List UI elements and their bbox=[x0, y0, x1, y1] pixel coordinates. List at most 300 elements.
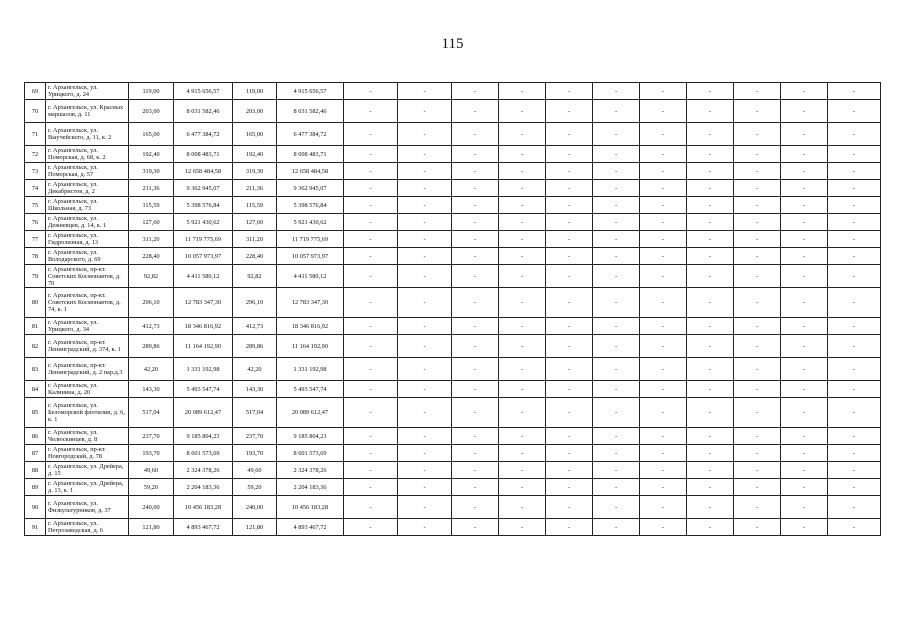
cost-cell: 11 164 192,90 bbox=[277, 335, 344, 358]
empty-value-cell: - bbox=[593, 265, 640, 288]
empty-value-cell: - bbox=[499, 83, 546, 100]
empty-value-cell: - bbox=[734, 318, 781, 335]
empty-value-cell: - bbox=[398, 180, 452, 197]
empty-value-cell: - bbox=[452, 428, 499, 445]
empty-value-cell: - bbox=[781, 288, 828, 318]
cost-cell: 5 493 547,74 bbox=[174, 381, 233, 398]
empty-value-cell: - bbox=[398, 519, 452, 536]
empty-value-cell: - bbox=[734, 428, 781, 445]
cost-cell: 5 921 430,62 bbox=[277, 214, 344, 231]
empty-value-cell: - bbox=[781, 398, 828, 428]
empty-value-cell: - bbox=[593, 288, 640, 318]
empty-value-cell: - bbox=[593, 123, 640, 146]
empty-value-cell: - bbox=[734, 462, 781, 479]
row-number-cell: 84 bbox=[25, 381, 46, 398]
empty-value-cell: - bbox=[499, 335, 546, 358]
area-cell: 192,40 bbox=[129, 146, 174, 163]
empty-value-cell: - bbox=[640, 462, 687, 479]
empty-value-cell: - bbox=[687, 83, 734, 100]
empty-value-cell: - bbox=[734, 265, 781, 288]
address-cell: г. Архангельск, пр-кт. Советских Космонавтов, д. 70 bbox=[46, 265, 129, 288]
empty-value-cell: - bbox=[640, 519, 687, 536]
address-cell: г. Архангельск, ул. Декабристов, д. 2 bbox=[46, 180, 129, 197]
table-row bbox=[25, 381, 881, 398]
row-number-cell: 86 bbox=[25, 428, 46, 445]
empty-value-cell: - bbox=[781, 231, 828, 248]
empty-value-cell: - bbox=[546, 381, 593, 398]
address-cell: г. Архангельск, ул. Урицкого, д. 34 bbox=[46, 318, 129, 335]
address-cell: г. Архангельск, ул. Дрейера, д. 15 bbox=[46, 462, 129, 479]
cost-cell: 4 893 467,72 bbox=[174, 519, 233, 536]
empty-value-cell: - bbox=[452, 358, 499, 381]
empty-value-cell: - bbox=[734, 358, 781, 381]
empty-value-cell: - bbox=[344, 231, 398, 248]
empty-value-cell: - bbox=[499, 496, 546, 519]
empty-value-cell: - bbox=[687, 318, 734, 335]
row-number-cell: 87 bbox=[25, 445, 46, 462]
empty-value-cell: - bbox=[640, 231, 687, 248]
area-cell: 311,20 bbox=[233, 231, 277, 248]
empty-value-cell: - bbox=[344, 265, 398, 288]
area-cell: 121,80 bbox=[129, 519, 174, 536]
empty-value-cell: - bbox=[499, 100, 546, 123]
empty-value-cell: - bbox=[781, 318, 828, 335]
address-cell: г. Архангельск, ул. Поморская, д. 57 bbox=[46, 163, 129, 180]
area-cell: 59,20 bbox=[233, 479, 277, 496]
empty-value-cell: - bbox=[546, 180, 593, 197]
empty-value-cell: - bbox=[828, 358, 881, 381]
cost-cell: 10 057 973,97 bbox=[277, 248, 344, 265]
cost-cell: 2 204 183,36 bbox=[277, 479, 344, 496]
empty-value-cell: - bbox=[344, 462, 398, 479]
empty-value-cell: - bbox=[499, 146, 546, 163]
empty-value-cell: - bbox=[398, 83, 452, 100]
table-row bbox=[25, 163, 881, 180]
cost-cell: 6 477 384,72 bbox=[174, 123, 233, 146]
empty-value-cell: - bbox=[640, 479, 687, 496]
empty-value-cell: - bbox=[452, 100, 499, 123]
empty-value-cell: - bbox=[781, 496, 828, 519]
area-cell: 237,70 bbox=[129, 428, 174, 445]
empty-value-cell: - bbox=[398, 214, 452, 231]
empty-value-cell: - bbox=[499, 462, 546, 479]
area-cell: 115,59 bbox=[129, 197, 174, 214]
empty-value-cell: - bbox=[687, 231, 734, 248]
empty-value-cell: - bbox=[593, 381, 640, 398]
empty-value-cell: - bbox=[828, 83, 881, 100]
empty-value-cell: - bbox=[344, 288, 398, 318]
area-cell: 311,20 bbox=[129, 231, 174, 248]
cost-cell: 9 185 804,23 bbox=[174, 428, 233, 445]
address-cell: г. Архангельск, ул. Петрозаводская, д. 6 bbox=[46, 519, 129, 536]
empty-value-cell: - bbox=[734, 83, 781, 100]
empty-value-cell: - bbox=[640, 123, 687, 146]
empty-value-cell: - bbox=[344, 496, 398, 519]
cost-cell: 12 658 484,58 bbox=[277, 163, 344, 180]
empty-value-cell: - bbox=[344, 83, 398, 100]
area-cell: 165,00 bbox=[233, 123, 277, 146]
table-row bbox=[25, 231, 881, 248]
empty-value-cell: - bbox=[398, 231, 452, 248]
area-cell: 228,40 bbox=[129, 248, 174, 265]
empty-value-cell: - bbox=[398, 358, 452, 381]
cost-cell: 12 658 484,58 bbox=[174, 163, 233, 180]
empty-value-cell: - bbox=[781, 123, 828, 146]
empty-value-cell: - bbox=[781, 519, 828, 536]
row-number-cell: 71 bbox=[25, 123, 46, 146]
empty-value-cell: - bbox=[828, 248, 881, 265]
row-number-cell: 69 bbox=[25, 83, 46, 100]
empty-value-cell: - bbox=[344, 445, 398, 462]
empty-value-cell: - bbox=[640, 445, 687, 462]
row-number-cell: 83 bbox=[25, 358, 46, 381]
cost-cell: 5 398 576,84 bbox=[277, 197, 344, 214]
empty-value-cell: - bbox=[546, 428, 593, 445]
area-cell: 211,36 bbox=[233, 180, 277, 197]
address-cell: г. Архангельск, ул. Школьная, д. 73 bbox=[46, 197, 129, 214]
cost-cell: 8 601 573,69 bbox=[277, 445, 344, 462]
empty-value-cell: - bbox=[499, 123, 546, 146]
empty-value-cell: - bbox=[734, 231, 781, 248]
table-row bbox=[25, 462, 881, 479]
empty-value-cell: - bbox=[452, 288, 499, 318]
empty-value-cell: - bbox=[687, 496, 734, 519]
empty-value-cell: - bbox=[344, 197, 398, 214]
empty-value-cell: - bbox=[828, 100, 881, 123]
empty-value-cell: - bbox=[452, 265, 499, 288]
empty-value-cell: - bbox=[546, 231, 593, 248]
empty-value-cell: - bbox=[499, 231, 546, 248]
empty-value-cell: - bbox=[546, 398, 593, 428]
empty-value-cell: - bbox=[640, 214, 687, 231]
cost-cell: 8 031 582,46 bbox=[174, 100, 233, 123]
empty-value-cell: - bbox=[781, 335, 828, 358]
empty-value-cell: - bbox=[687, 163, 734, 180]
address-cell: г. Архангельск, пр-кт. Ленинградский, д. 374, к. 1 bbox=[46, 335, 129, 358]
row-number-cell: 90 bbox=[25, 496, 46, 519]
address-cell: г. Архангельск, пр-кт. Новгородский, д. 78 bbox=[46, 445, 129, 462]
empty-value-cell: - bbox=[640, 496, 687, 519]
empty-value-cell: - bbox=[593, 445, 640, 462]
empty-value-cell: - bbox=[781, 100, 828, 123]
cost-cell: 4 411 580,12 bbox=[277, 265, 344, 288]
cost-cell: 8 031 582,46 bbox=[277, 100, 344, 123]
cost-cell: 11 164 192,90 bbox=[174, 335, 233, 358]
empty-value-cell: - bbox=[828, 479, 881, 496]
area-cell: 165,00 bbox=[129, 123, 174, 146]
area-cell: 42,20 bbox=[129, 358, 174, 381]
empty-value-cell: - bbox=[734, 146, 781, 163]
table-row bbox=[25, 318, 881, 335]
empty-value-cell: - bbox=[452, 381, 499, 398]
area-cell: 49,60 bbox=[233, 462, 277, 479]
cost-cell: 9 362 945,07 bbox=[277, 180, 344, 197]
area-cell: 237,70 bbox=[233, 428, 277, 445]
area-cell: 296,10 bbox=[233, 288, 277, 318]
address-cell: г. Архангельск, ул. Урицкого, д. 24 bbox=[46, 83, 129, 100]
empty-value-cell: - bbox=[640, 358, 687, 381]
empty-value-cell: - bbox=[828, 318, 881, 335]
area-cell: 143,30 bbox=[233, 381, 277, 398]
empty-value-cell: - bbox=[398, 398, 452, 428]
empty-value-cell: - bbox=[398, 318, 452, 335]
address-cell: г. Архангельск, ул. Беломорской флотилии, д. 6, к. 1 bbox=[46, 398, 129, 428]
empty-value-cell: - bbox=[734, 288, 781, 318]
empty-value-cell: - bbox=[687, 479, 734, 496]
housing-registry-table bbox=[24, 82, 881, 536]
empty-value-cell: - bbox=[734, 479, 781, 496]
table-row bbox=[25, 123, 881, 146]
address-cell: г. Архангельск, ул. Калинина, д. 20 bbox=[46, 381, 129, 398]
empty-value-cell: - bbox=[734, 519, 781, 536]
cost-cell: 5 398 576,84 bbox=[174, 197, 233, 214]
empty-value-cell: - bbox=[546, 335, 593, 358]
empty-value-cell: - bbox=[499, 265, 546, 288]
address-cell: г. Архангельск, ул. Дежневцев, д. 14, к. 1 bbox=[46, 214, 129, 231]
area-cell: 296,10 bbox=[129, 288, 174, 318]
empty-value-cell: - bbox=[687, 335, 734, 358]
empty-value-cell: - bbox=[344, 248, 398, 265]
empty-value-cell: - bbox=[593, 100, 640, 123]
empty-value-cell: - bbox=[344, 180, 398, 197]
empty-value-cell: - bbox=[687, 123, 734, 146]
empty-value-cell: - bbox=[452, 479, 499, 496]
empty-value-cell: - bbox=[687, 428, 734, 445]
row-number-cell: 91 bbox=[25, 519, 46, 536]
empty-value-cell: - bbox=[640, 248, 687, 265]
row-number-cell: 76 bbox=[25, 214, 46, 231]
empty-value-cell: - bbox=[546, 318, 593, 335]
empty-value-cell: - bbox=[687, 358, 734, 381]
empty-value-cell: - bbox=[828, 381, 881, 398]
cost-cell: 1 331 192,98 bbox=[277, 358, 344, 381]
empty-value-cell: - bbox=[398, 248, 452, 265]
empty-value-cell: - bbox=[344, 163, 398, 180]
empty-value-cell: - bbox=[344, 381, 398, 398]
empty-value-cell: - bbox=[452, 248, 499, 265]
empty-value-cell: - bbox=[499, 479, 546, 496]
area-cell: 319,30 bbox=[233, 163, 277, 180]
cost-cell: 18 346 816,92 bbox=[277, 318, 344, 335]
empty-value-cell: - bbox=[344, 318, 398, 335]
area-cell: 193,70 bbox=[129, 445, 174, 462]
cost-cell: 20 089 612,47 bbox=[174, 398, 233, 428]
empty-value-cell: - bbox=[546, 214, 593, 231]
empty-value-cell: - bbox=[398, 197, 452, 214]
empty-value-cell: - bbox=[734, 163, 781, 180]
address-cell: г. Архангельск, ул. Дрейера, д. 13, к. 1 bbox=[46, 479, 129, 496]
empty-value-cell: - bbox=[734, 214, 781, 231]
empty-value-cell: - bbox=[398, 428, 452, 445]
area-cell: 143,30 bbox=[129, 381, 174, 398]
area-cell: 42,20 bbox=[233, 358, 277, 381]
empty-value-cell: - bbox=[828, 214, 881, 231]
address-cell: г. Архангельск, ул. Поморская, д. 68, к. 2 bbox=[46, 146, 129, 163]
empty-value-cell: - bbox=[734, 100, 781, 123]
empty-value-cell: - bbox=[781, 163, 828, 180]
row-number-cell: 80 bbox=[25, 288, 46, 318]
empty-value-cell: - bbox=[640, 428, 687, 445]
empty-value-cell: - bbox=[734, 248, 781, 265]
empty-value-cell: - bbox=[546, 445, 593, 462]
address-cell: г. Архангельск, пр-кт. Ленинградский, д. 2 пар.д.3 bbox=[46, 358, 129, 381]
empty-value-cell: - bbox=[687, 462, 734, 479]
area-cell: 203,00 bbox=[233, 100, 277, 123]
empty-value-cell: - bbox=[499, 197, 546, 214]
empty-value-cell: - bbox=[546, 462, 593, 479]
empty-value-cell: - bbox=[828, 123, 881, 146]
table-row bbox=[25, 248, 881, 265]
empty-value-cell: - bbox=[640, 146, 687, 163]
empty-value-cell: - bbox=[593, 231, 640, 248]
cost-cell: 4 893 467,72 bbox=[277, 519, 344, 536]
empty-value-cell: - bbox=[499, 248, 546, 265]
cost-cell: 11 719 775,69 bbox=[277, 231, 344, 248]
empty-value-cell: - bbox=[593, 248, 640, 265]
empty-value-cell: - bbox=[734, 381, 781, 398]
table-row bbox=[25, 146, 881, 163]
cost-cell: 12 783 347,30 bbox=[174, 288, 233, 318]
cost-cell: 8 008 483,71 bbox=[174, 146, 233, 163]
address-cell: г. Архангельск, ул. Красных маршалов, д. 11 bbox=[46, 100, 129, 123]
empty-value-cell: - bbox=[452, 163, 499, 180]
cost-cell: 11 719 775,69 bbox=[174, 231, 233, 248]
empty-value-cell: - bbox=[781, 381, 828, 398]
area-cell: 412,73 bbox=[129, 318, 174, 335]
empty-value-cell: - bbox=[452, 462, 499, 479]
empty-value-cell: - bbox=[344, 519, 398, 536]
empty-value-cell: - bbox=[452, 335, 499, 358]
row-number-cell: 85 bbox=[25, 398, 46, 428]
empty-value-cell: - bbox=[593, 519, 640, 536]
empty-value-cell: - bbox=[781, 479, 828, 496]
empty-value-cell: - bbox=[452, 214, 499, 231]
empty-value-cell: - bbox=[781, 248, 828, 265]
empty-value-cell: - bbox=[398, 479, 452, 496]
empty-value-cell: - bbox=[781, 197, 828, 214]
table-row bbox=[25, 265, 881, 288]
empty-value-cell: - bbox=[499, 519, 546, 536]
empty-value-cell: - bbox=[687, 381, 734, 398]
empty-value-cell: - bbox=[452, 231, 499, 248]
cost-cell: 8 008 483,71 bbox=[277, 146, 344, 163]
cost-cell: 9 185 804,23 bbox=[277, 428, 344, 445]
empty-value-cell: - bbox=[344, 428, 398, 445]
empty-value-cell: - bbox=[687, 197, 734, 214]
empty-value-cell: - bbox=[398, 335, 452, 358]
empty-value-cell: - bbox=[828, 519, 881, 536]
empty-value-cell: - bbox=[687, 519, 734, 536]
cost-cell: 4 411 580,12 bbox=[174, 265, 233, 288]
empty-value-cell: - bbox=[734, 197, 781, 214]
empty-value-cell: - bbox=[687, 146, 734, 163]
empty-value-cell: - bbox=[344, 398, 398, 428]
address-cell: г. Архангельск, ул. Гидролизная, д. 13 bbox=[46, 231, 129, 248]
row-number-cell: 81 bbox=[25, 318, 46, 335]
empty-value-cell: - bbox=[452, 445, 499, 462]
empty-value-cell: - bbox=[499, 180, 546, 197]
empty-value-cell: - bbox=[499, 428, 546, 445]
empty-value-cell: - bbox=[734, 180, 781, 197]
address-cell: г. Архангельск, пр-кт. Советских Космонавтов, д. 74, к. 1 bbox=[46, 288, 129, 318]
empty-value-cell: - bbox=[344, 479, 398, 496]
area-cell: 127,60 bbox=[129, 214, 174, 231]
empty-value-cell: - bbox=[452, 83, 499, 100]
cost-cell: 20 089 612,47 bbox=[277, 398, 344, 428]
empty-value-cell: - bbox=[640, 335, 687, 358]
empty-value-cell: - bbox=[687, 445, 734, 462]
area-cell: 192,40 bbox=[233, 146, 277, 163]
area-cell: 517,04 bbox=[129, 398, 174, 428]
empty-value-cell: - bbox=[734, 123, 781, 146]
table-row bbox=[25, 335, 881, 358]
empty-value-cell: - bbox=[828, 231, 881, 248]
empty-value-cell: - bbox=[593, 479, 640, 496]
empty-value-cell: - bbox=[828, 288, 881, 318]
empty-value-cell: - bbox=[593, 214, 640, 231]
empty-value-cell: - bbox=[828, 265, 881, 288]
empty-value-cell: - bbox=[499, 163, 546, 180]
empty-value-cell: - bbox=[452, 398, 499, 428]
empty-value-cell: - bbox=[452, 197, 499, 214]
address-cell: г. Архангельск, ул. Выучейского, д. 11, к. 2 bbox=[46, 123, 129, 146]
empty-value-cell: - bbox=[593, 180, 640, 197]
empty-value-cell: - bbox=[546, 100, 593, 123]
empty-value-cell: - bbox=[828, 335, 881, 358]
empty-value-cell: - bbox=[640, 318, 687, 335]
empty-value-cell: - bbox=[687, 180, 734, 197]
empty-value-cell: - bbox=[398, 496, 452, 519]
empty-value-cell: - bbox=[546, 83, 593, 100]
table-row bbox=[25, 428, 881, 445]
empty-value-cell: - bbox=[828, 197, 881, 214]
empty-value-cell: - bbox=[828, 163, 881, 180]
empty-value-cell: - bbox=[546, 248, 593, 265]
empty-value-cell: - bbox=[344, 214, 398, 231]
empty-value-cell: - bbox=[640, 265, 687, 288]
area-cell: 412,73 bbox=[233, 318, 277, 335]
empty-value-cell: - bbox=[781, 180, 828, 197]
row-number-cell: 78 bbox=[25, 248, 46, 265]
cost-cell: 2 324 378,26 bbox=[174, 462, 233, 479]
area-cell: 203,00 bbox=[129, 100, 174, 123]
empty-value-cell: - bbox=[398, 381, 452, 398]
empty-value-cell: - bbox=[687, 248, 734, 265]
empty-value-cell: - bbox=[593, 462, 640, 479]
area-cell: 119,00 bbox=[129, 83, 174, 100]
empty-value-cell: - bbox=[344, 335, 398, 358]
empty-value-cell: - bbox=[828, 146, 881, 163]
row-number-cell: 89 bbox=[25, 479, 46, 496]
empty-value-cell: - bbox=[398, 288, 452, 318]
empty-value-cell: - bbox=[687, 214, 734, 231]
empty-value-cell: - bbox=[640, 381, 687, 398]
area-cell: 211,36 bbox=[129, 180, 174, 197]
empty-value-cell: - bbox=[344, 100, 398, 123]
empty-value-cell: - bbox=[452, 180, 499, 197]
empty-value-cell: - bbox=[734, 445, 781, 462]
area-cell: 59,20 bbox=[129, 479, 174, 496]
empty-value-cell: - bbox=[687, 398, 734, 428]
page-number: 115 bbox=[441, 36, 464, 52]
area-cell: 289,86 bbox=[233, 335, 277, 358]
row-number-cell: 77 bbox=[25, 231, 46, 248]
empty-value-cell: - bbox=[640, 288, 687, 318]
row-number-cell: 74 bbox=[25, 180, 46, 197]
cost-cell: 5 921 430,62 bbox=[174, 214, 233, 231]
table-row bbox=[25, 100, 881, 123]
area-cell: 289,86 bbox=[129, 335, 174, 358]
